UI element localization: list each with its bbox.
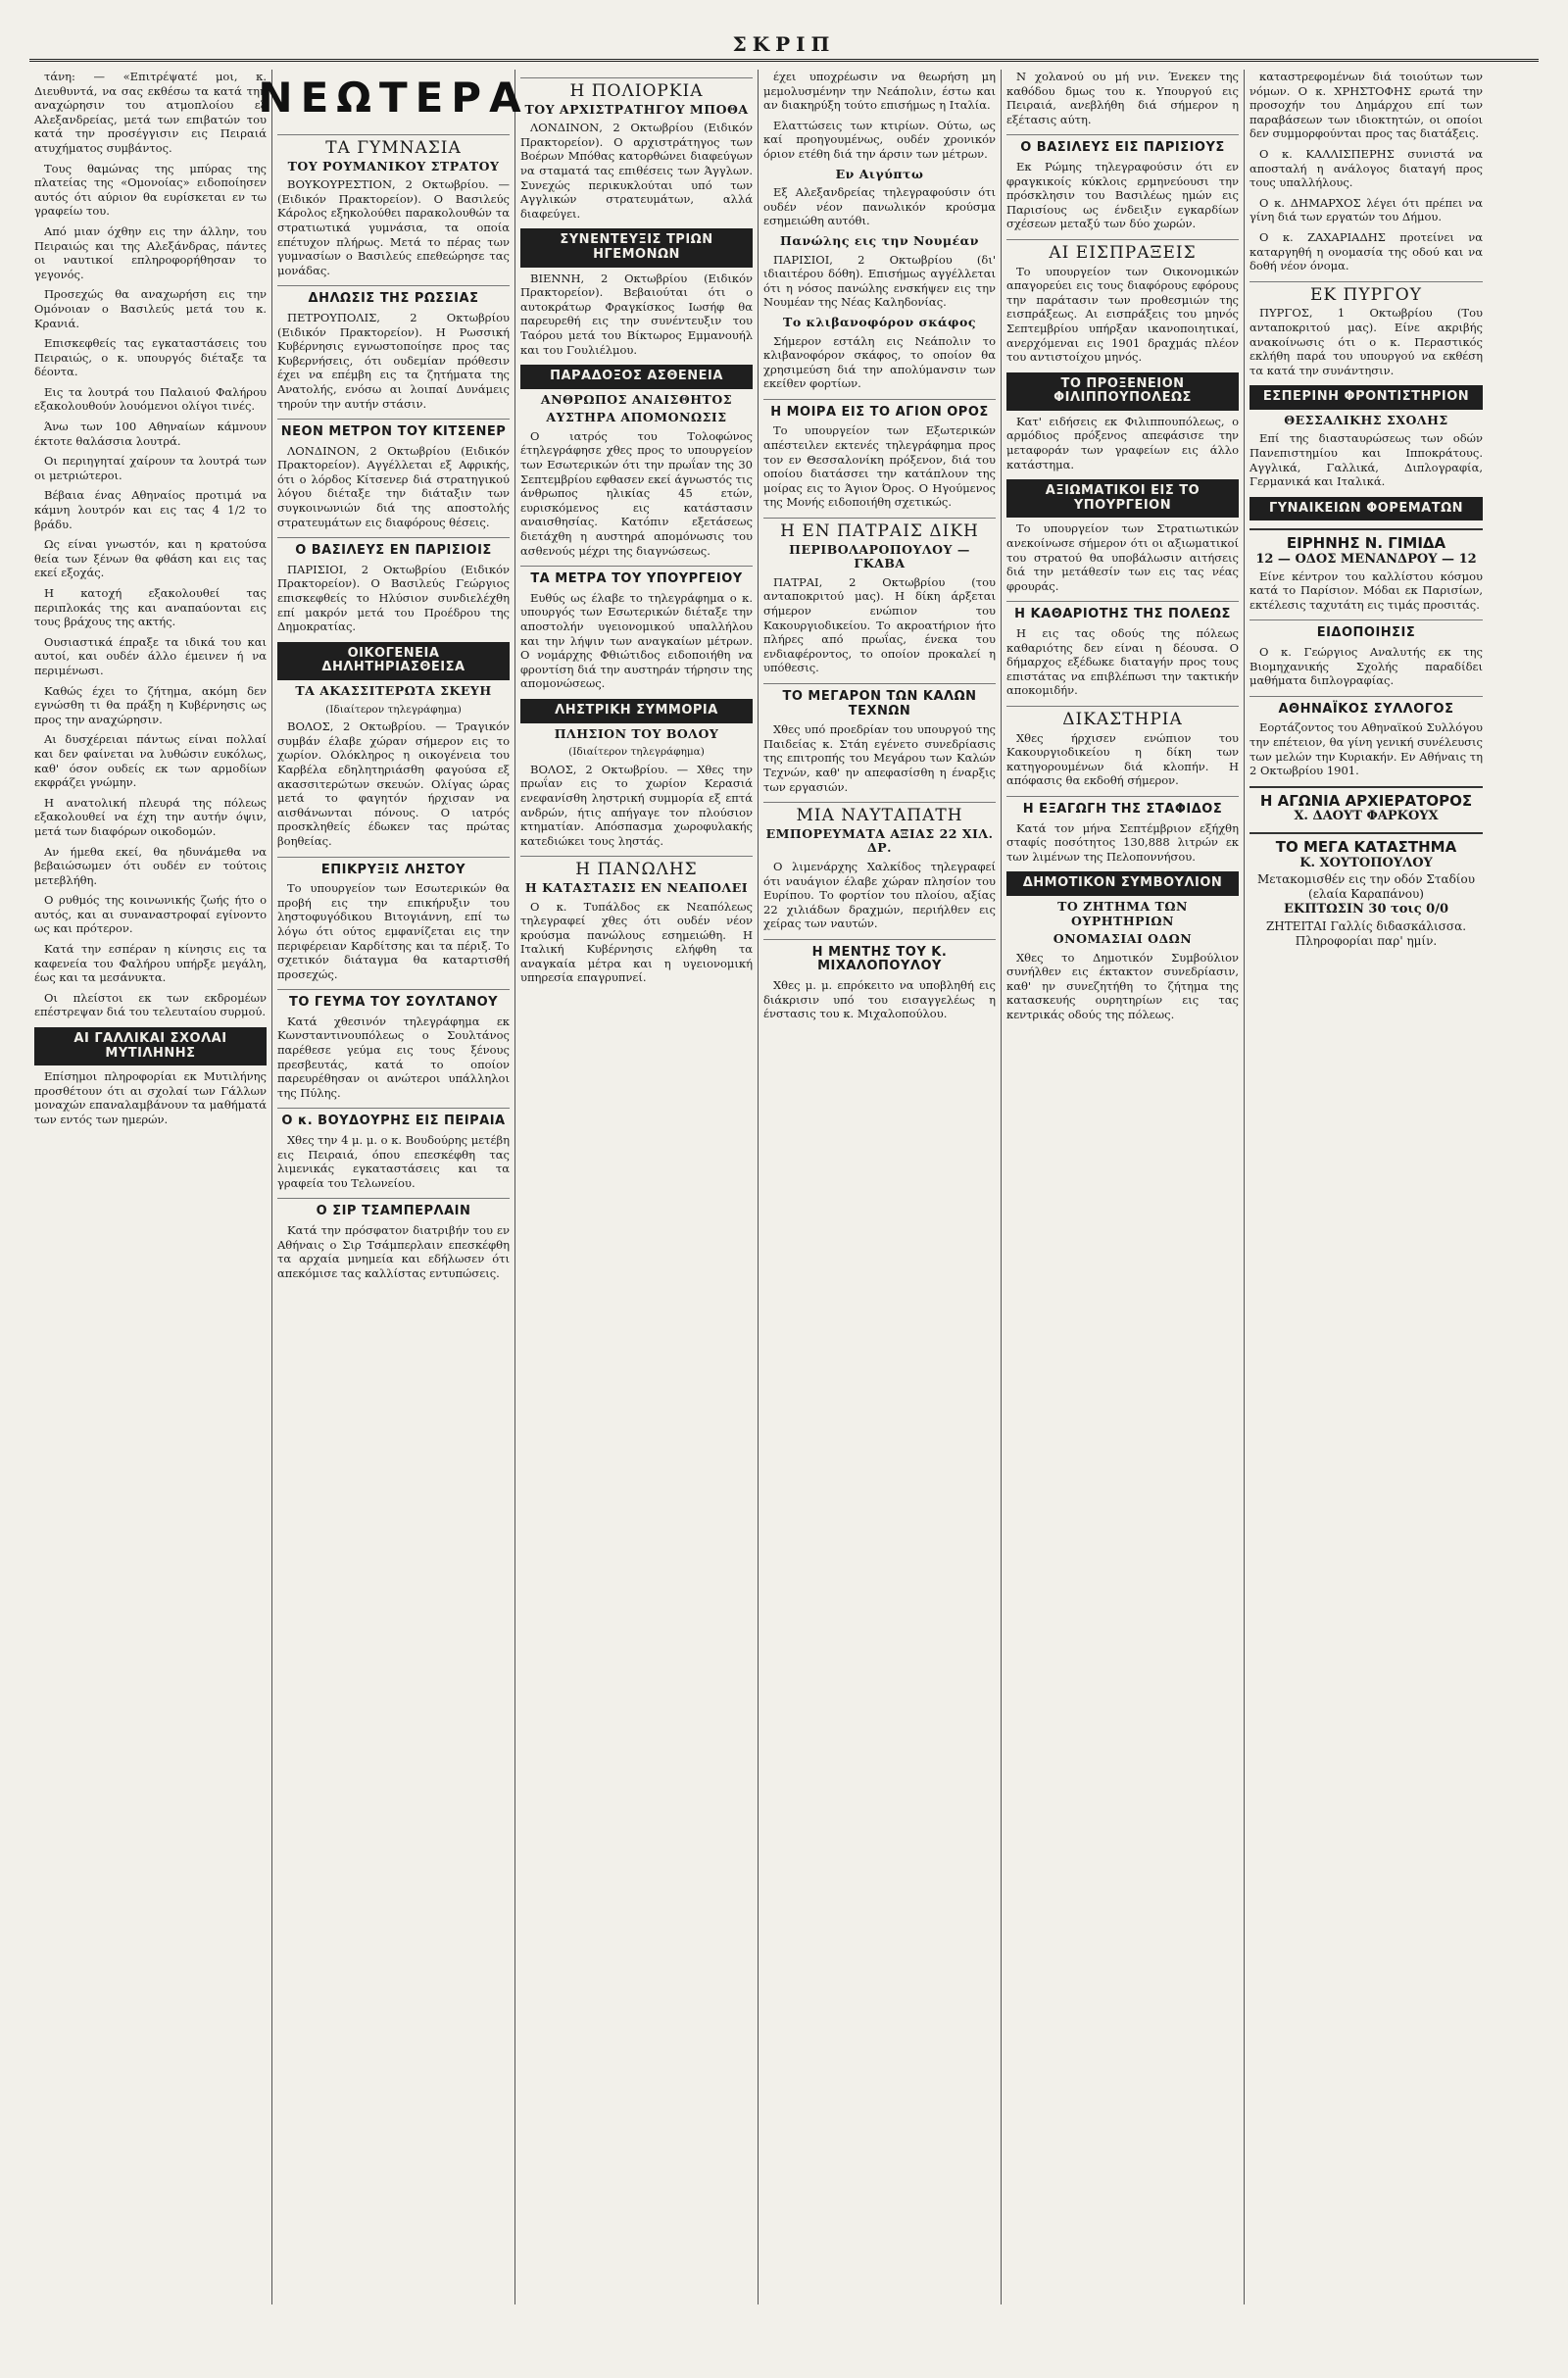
article-headline: ΠΑΡΑΔΟΞΟΣ ΑΣΘΕΝΕΙΑ bbox=[520, 365, 753, 389]
masthead bbox=[29, 29, 1539, 62]
advertisement-line-bold: Χ. ΔΑΟΥΤ ΦΑΡΚΟΥΧ bbox=[1294, 809, 1439, 824]
article-subheadline: ΕΜΠΟΡΕΥΜΑΤΑ ΑΞΙΑΣ 22 ΧΙΛ. ΔΡ. bbox=[765, 825, 994, 856]
article-paragraph: Κατά χθεσινόν τηλεγράφημα εκ Κωνσταντινουπόλεως ο Σουλτάνος παρέθεσε γεύμα εις τους ξένους πρεσβευτάς, κατά το οποίον παρευρέθησαν οι ανώτεροι υπάλληλοι της Πύλης. bbox=[277, 1014, 510, 1100]
article-subheadline: ΘΕΣΣΑΛΙΚΗΣ ΣΧΟΛΗΣ bbox=[1284, 412, 1448, 427]
article-paragraph: Ελαττώσεις των κτιρίων. Ούτω, ως καί προηγουμένως, ουδέν χρονικόν όριον ετέθη διά την άρσιν των μέτρων. bbox=[763, 118, 996, 161]
article-headline: Ο κ. ΒΟΥΔΟΥΡΗΣ ΕΙΣ ΠΕΙΡΑΙΑ bbox=[277, 1108, 510, 1129]
article-paragraph: Αν ήμεθα εκεί, θα ηδυνάμεθα να βεβαιώσωμεν ότι ουδέν εν τούτοις μετεβλήθη. bbox=[34, 844, 267, 887]
article-headline: Η ΠΑΝΩΛΗΣ bbox=[520, 856, 753, 877]
article-paragraph: ΠΑΡΙΣΙΟΙ, 2 Οκτωβρίου (Ειδικόν Πρακτορείον). Ο Βασιλεύς Γεώργιος επισκεφθείς το Ηλύσιον συνδιελέχθη επί μακρόν μετά του Προέδρου της Δημοκρατίας. bbox=[277, 562, 510, 634]
article-paragraph: Η ανατολική πλευρά της πόλεως εξακολουθεί να έχη την αυτήν όψιν, μετά των διαφόρων οικοδομών. bbox=[34, 795, 267, 838]
article-paragraph: καταστρεφομένων διά τοιούτων των νόμων. Ο κ. ΧΡΗΣΤΟΦΗΣ ερωτά την προσοχήν του Δημάρχου επί των παραβάσεων των ιδιοκτητών, οι οποίοι δεν συμμορφούνται προς τας διατάξεις. bbox=[1250, 70, 1483, 141]
article-headline: ΔΗΜΟΤΙΚΟΝ ΣΥΜΒΟΥΛΙΟΝ bbox=[1006, 871, 1239, 896]
article-paragraph: Εις τα λουτρά του Παλαιού Φαλήρου εξακολουθούν λουόμενοι ολίγοι τινές. bbox=[34, 384, 267, 414]
article-headline: ΣΥΝΕΝΤΕΥΞΙΣ ΤΡΙΩΝ ΗΓΕΜΟΝΩΝ bbox=[520, 228, 753, 267]
article-paragraph: ΠΑΤΡΑΙ, 2 Οκτωβρίου (του ανταποκριτού μας). Η δίκη άρξεται σήμερον ενώπιον του Κακουργιοδικείου. Το ακροατήριον ήτο πλήρες από πρωΐας, ένεκα του ενδιαφέροντος, το οποίον προκαλεί η υπόθεσις. bbox=[763, 574, 996, 675]
article-subheadline: ΤΑ ΑΚΑΣΣΙΤΕΡΩΤΑ ΣΚΕΥΗ bbox=[295, 683, 492, 698]
article-paragraph: Οι πλείστοι εκ των εκδρομέων επέστρεψαν διά του τελευταίου συρμού. bbox=[34, 990, 267, 1019]
article-subheadline: Η ΚΑΤΑΣΤΑΣΙΣ ΕΝ ΝΕΑΠΟΛΕΙ bbox=[524, 879, 749, 895]
article-headline: Ο ΒΑΣΙΛΕΥΣ ΕΝ ΠΑΡΙΣΙΟΙΣ bbox=[277, 537, 510, 559]
article-paragraph: Ν χολανού ου μή νιν. Ένεκεν της καθόδου δμως του κ. Υπουργού εις Πειραιά, ανεβλήθη διά σήμερον η εξέτασις αύτη. bbox=[1006, 70, 1239, 126]
article-paragraph: Καθώς έχει το ζήτημα, ακόμη δεν εγνώσθη τι θα πράξη η Κυβέρνησις ως προς την αναχώρησιν. bbox=[34, 683, 267, 726]
advertisement-title: ΕΙΡΗΝΗΣ Ν. ΓΙΜΙΔΑ bbox=[1250, 528, 1483, 551]
article-paragraph: Χθες υπό προεδρίαν του υπουργού της Παιδείας κ. Στάη εγένετο συνεδρίασις της επιτροπής του Μεγάρου των Καλών Τεχνών, καθ' ην απεφασίσθη η έναρξις των εργασιών. bbox=[763, 722, 996, 794]
article-paragraph: Εξ Αλεξανδρείας τηλεγραφούσιν ότι ουδέν νέον πανωλικόν κρούσμα εσημειώθη αυτόθι. bbox=[763, 185, 996, 228]
article-headline: ΤΟ ΜΕΓΑΡΟΝ ΤΩΝ ΚΑΛΩΝ ΤΕΧΝΩΝ bbox=[763, 683, 996, 718]
article-paragraph: Άνω των 100 Αθηναίων κάμνουν έκτοτε θαλάσσια λουτρά. bbox=[34, 420, 267, 448]
article-subheadline: Εν Αιγύπτω bbox=[835, 166, 924, 181]
article-paragraph: ΛΟΝΔΙΝΟΝ, 2 Οκτωβρίου (Ειδικόν Πρακτορείον). Ο αρχιστράτηγος των Βοέρων Μπόθας κατορθώνει διαφεύγων να σταματά τας επιθέσεις των Άγγλων. Συνεχώς περικυκλούται υπό των Αγγλικών στρατευμάτων, αλλά διαφεύγει. bbox=[520, 121, 753, 221]
article-paragraph: Ουσιαστικά έπραξε τα ιδικά του και αυτοί, και ουδέν άλλο έμεινεν ή να περιμένωσι. bbox=[34, 634, 267, 677]
column-1 bbox=[29, 70, 272, 2304]
article-paragraph: Ο κ. ΖΑΧΑΡΙΑΔΗΣ προτείνει να καταργηθή η ονομασία της οδού και να δοθή νέον όνομα. bbox=[1250, 229, 1483, 273]
column-2 bbox=[258, 70, 529, 2304]
column-5 bbox=[1002, 70, 1245, 2304]
article-paragraph: ΒΟΥΚΟΥΡΕΣΤΙΟΝ, 2 Οκτωβρίου. — (Ειδικόν Πρακτορείον). Ο Βασιλεύς Κάρολος εξηκολούθει παρακολουθών τα στρατιωτικά γυμνάσια, τα οποία επέτυχον πλήρως. Μετά το πέρας των γυμνασίων ο Βασιλεύς επεθεώρησε τας μονάδας. bbox=[277, 177, 510, 277]
article-subheadline: ΟΝΟΜΑΣΙΑΙ ΟΔΩΝ bbox=[1053, 931, 1193, 947]
article-headline: ΑΘΗΝΑΪΚΟΣ ΣΥΛΛΟΓΟΣ bbox=[1250, 696, 1483, 718]
article-headline: Η ΕΞΑΓΩΓΗ ΤΗΣ ΣΤΑΦΙΔΟΣ bbox=[1006, 796, 1239, 817]
article-headline: Η ΕΝ ΠΑΤΡΑΙΣ ΔΙΚΗ bbox=[763, 518, 996, 539]
article-paragraph: Τους θαμώνας της μπύρας της πλατείας της «Ομονοίας» ειδοποίησεν αυτός ότι αύριον θα ευρίσκεται εν τω γραφείω του. bbox=[34, 161, 267, 219]
article-headline: Η ΚΑΘΑΡΙΟΤΗΣ ΤΗΣ ΠΟΛΕΩΣ bbox=[1006, 601, 1239, 622]
column-4 bbox=[759, 70, 1002, 2304]
article-headline: Ο ΣΙΡ ΤΣΑΜΠΕΡΛΑΙΝ bbox=[277, 1198, 510, 1219]
article-headline: ΝΕΟΝ ΜΕΤΡΟΝ ΤΟΥ ΚΙΤΣΕΝΕΡ bbox=[277, 419, 510, 440]
article-paragraph: Το υπουργείον των Στρατιωτικών ανεκοίνωσε σήμερον ότι οι αξιωματικοί του στρατού θα υποβάλωσιν αιτήσεις διά την μετάθεσίν των εις τας νέας φρουράς. bbox=[1006, 521, 1239, 593]
masthead-title: ΣΚΡΙΠ bbox=[732, 32, 836, 56]
article-paragraph: Χθες το Δημοτικόν Συμβούλιον συνήλθεν εις έκτακτον συνεδρίασιν, καθ' ην συνεζητήθη το ζήτημα της κατασκευής ουρητηρίων εις τας κεντρικάς οδούς της πόλεως. bbox=[1006, 950, 1239, 1022]
article-paragraph: ΒΟΛΟΣ, 2 Οκτωβρίου. — Χθες την πρωΐαν εις το χωρίον Κερασιά ενεφανίσθη ληστρική συμμορία εξ επτά ανδρών, ήτις απήγαγε τον πλούσιον κτηματίαν. Απόσπασμα χωροφυλακής κατεδιώκει τους ληστάς. bbox=[520, 762, 753, 848]
article-paragraph: Κατά τον μήνα Σεπτέμβριον εξήχθη σταφίς ποσότητος 130,888 λιτρών εκ των λιμένων της Πελοποννήσου. bbox=[1006, 820, 1239, 864]
columns bbox=[29, 70, 1539, 2304]
article-headline: ΕΣΠΕΡΙΝΗ ΦΡΟΝΤΙΣΤΗΡΙΟΝ bbox=[1250, 385, 1483, 410]
newspaper-page bbox=[29, 29, 1539, 2313]
column-3 bbox=[515, 70, 759, 2304]
article-headline: ΑΙ ΓΑΛΛΙΚΑΙ ΣΧΟΛΑΙ ΜΥΤΙΛΗΝΗΣ bbox=[34, 1027, 267, 1065]
article-subheadline: ΤΟΥ ΑΡΧΙΣΤΡΑΤΗΓΟΥ ΜΠΟΘΑ bbox=[524, 101, 749, 117]
article-headline: ΜΙΑ ΝΑΥΤΑΠΑΤΗ bbox=[763, 802, 996, 823]
article-paragraph: έχει υποχρέωσιν να θεωρήση μη μεμολυσμένην την Νεάπολιν, έστω και αν διακηρύξη τούτο επισήμως η Ιταλία. bbox=[763, 70, 996, 113]
article-paragraph: Ο κ. Γεώργιος Αναλυτής εκ της Βιομηχανικής Σχολής παραδίδει μαθήματα διπλογραφίας. bbox=[1250, 645, 1483, 688]
article-subheadline: Το κλιβανοφόρον σκάφος bbox=[783, 314, 976, 329]
article-byline: (Ιδιαίτερον τηλεγράφημα) bbox=[568, 746, 705, 759]
advertisement-line-bold: Κ. ΧΟΥΤΟΠΟΥΛΟΥ bbox=[1299, 855, 1433, 870]
article-subheadline: ΤΟΥ ΡΟΥΜΑΝΙΚΟΥ ΣΤΡΑΤΟΥ bbox=[287, 158, 500, 173]
advertisement-line-bold: ΕΚΠΤΩΣΙΝ 30 τοις 0/0 bbox=[1283, 902, 1449, 917]
article-headline: ΤΟ ΓΕΥΜΑ ΤΟΥ ΣΟΥΛΤΑΝΟΥ bbox=[277, 989, 510, 1011]
article-paragraph: Ο ρυθμός της κοινωνικής ζωής ήτο ο αυτός, και αι συναναστροφαί εγίνοντο ως και πρότερον. bbox=[34, 893, 267, 936]
article-headline: ΛΗΣΤΡΙΚΗ ΣΥΜΜΟΡΙΑ bbox=[520, 699, 753, 723]
article-paragraph: Αι δυσχέρειαι πάντως είναι πολλαί και δεν φαίνεται να λυθώσιν ευκόλως, καθ' όσον ουδείς εκ των αρμοδίων εκφράζει γνώμην. bbox=[34, 732, 267, 790]
article-paragraph: Είνε κέντρον του καλλίστου κόσμου κατά το Παρίσιον. Μόδαι εκ Παρισίων, εκτέλεσις ταχυτάτη εις τιμάς προσιτάς. bbox=[1250, 569, 1483, 612]
article-paragraph: Επίσημοι πληροφορίαι εκ Μυτιλήνης προσθέτουν ότι αι σχολαί των Γάλλων μοναχών επαναλαμβάνουν τα μαθήματά των εντός των ημερών. bbox=[34, 1069, 267, 1126]
article-paragraph: ΒΟΛΟΣ, 2 Οκτωβρίου. — Τραγικόν συμβάν έλαβε χώραν σήμερον εις το χωρίον. Ολόκληρος η οικογένεια του Καρβέλα εδηλητηριάσθη φαγούσα εξ ακασσιτερώτων σκευών. Ολίγας ώρας μετά το φαγητόν ήρχισαν να αισθάνωνται πόνους. Ο ιατρός προσκληθείς έδωκεν τας πρώτας βοηθείας. bbox=[277, 719, 510, 848]
article-headline: ΔΗΛΩΣΙΣ ΤΗΣ ΡΩΣΣΙΑΣ bbox=[277, 285, 510, 307]
advertisement-title: Η ΑΓΩΝΙΑ ΑΡΧΙΕΡΑΤΟΡΟΣ bbox=[1250, 786, 1483, 809]
article-headline: ΑΞΙΩΜΑΤΙΚΟΙ ΕΙΣ ΤΟ ΥΠΟΥΡΓΕΙΟΝ bbox=[1006, 479, 1239, 518]
article-headline: ΤΑ ΓΥΜΝΑΣΙΑ bbox=[277, 134, 510, 156]
article-paragraph: Ο κ. ΚΑΛΛΙΣΠΕΡΗΣ συνιστά να αποσταλή η ανάλογος διαταγή προς τους υπαλλήλους. bbox=[1250, 146, 1483, 190]
article-paragraph: ΠΑΡΙΣΙΟΙ, 2 Οκτωβρίου (δι' ιδιαιτέρου δόθη). Επισήμως αγγέλλεται ότι η νόσος πανώλης ενσκήψεν εις την Νουμέαν της Νέας Καληδονίας. bbox=[763, 252, 996, 310]
article-paragraph: Ο κ. ΔΗΜΑΡΧΟΣ λέγει ότι πρέπει να γίνη διά των εργατών του Δήμου. bbox=[1250, 195, 1483, 224]
article-headline: ΓΥΝΑΙΚΕΙΩΝ ΦΟΡΕΜΑΤΩΝ bbox=[1250, 497, 1483, 521]
article-headline: ΕΙΔΟΠΟΙΗΣΙΣ bbox=[1250, 619, 1483, 641]
article-paragraph: Χθες μ. μ. επρόκειτο να υποβληθή εις διάκρισιν υπό του εισαγγελέως η ένστασις του κ. Μιχαλοπούλου. bbox=[763, 978, 996, 1021]
article-byline: (Ιδιαίτερον τηλεγράφημα) bbox=[325, 703, 462, 716]
article-headline: ΤΑ ΜΕΤΡΑ ΤΟΥ ΥΠΟΥΡΓΕΙΟΥ bbox=[520, 566, 753, 587]
article-paragraph: Οι περιηγηταί χαίρουν τα λουτρά των οι μετριώτεροι. bbox=[34, 454, 267, 482]
article-paragraph: Επί της διασταυρώσεως των οδών Πανεπιστημίου και Ιπποκράτους. Αγγλικά, Γαλλικά, Διπλογραφία, Γερμανικά και Ιταλικά. bbox=[1250, 431, 1483, 489]
advertisement-line: Μετακομισθέν εις την οδόν Σταδίου (ελαία Καραπάνου) bbox=[1256, 872, 1476, 901]
article-paragraph: Ο ιατρός του Τολοφώνος έτηλεγράφησε χθες προς το υπουργείον των Εσωτερικών ότι την πρωΐαν της 30 Σεπτεμβρίου εφθασεν εκεί άγνωστός τις άνθρωπος ηλικίας 45 ετών, ευρισκόμενος εις κατάστασιν αναισθησίας. Κατόπιν εξετάσεως διετάχθη η αυστηρά απομόνωσις του ασθενούς μέχρι της διαγνώσεως. bbox=[520, 428, 753, 558]
article-paragraph: Ο κ. Τυπάλδος εκ Νεαπόλεως τηλεγραφεί χθες ότι ουδέν νέον κρούσμα πανώλους εσημειώθη. Η Ιταλική Κυβέρνησις ελήφθη τα αναγκαία μέτρα και η υγειονομική υπηρεσία επαγρυπνεί. bbox=[520, 899, 753, 985]
article-paragraph: ΠΕΤΡΟΥΠΟΛΙΣ, 2 Οκτωβρίου (Ειδικόν Πρακτορείον). Η Ρωσσική Κυβέρνησις εγνωστοποίησε προς τας Κυβερνήσεις, ότι ουδεμίαν πρόθεσιν έχει να επέμβη εις τα ζητήματα της Ανατολής, ενόσω αι λοιπαί Δυνάμεις τηρούν την αυτήν στάσιν. bbox=[277, 310, 510, 411]
article-paragraph: Προσεχώς θα αναχωρήση εις την Ομόνοιαν ο Βασιλεύς μετά του κ. Κρανιά. bbox=[34, 287, 267, 330]
article-headline: ΟΙΚΟΓΕΝΕΙΑ ΔΗΛΗΤΗΡΙΑΣΘΕΙΣΑ bbox=[277, 642, 510, 680]
article-paragraph: Επισκεφθείς τας εγκαταστάσεις του Πειραιώς, ο κ. υπουργός διέταξε τα δέοντα. bbox=[34, 336, 267, 379]
article-paragraph: Κατά την εσπέραν η κίνησις εις τα καφενεία του Φαλήρου υπήρξε μεγάλη, έως και τα μεσάνυκτα. bbox=[34, 942, 267, 985]
article-paragraph: Από μιαν όχθην εις την άλλην, του Πειραιώς και της Αλεξάνδρας, πάντες οι ναυτικοί επληροφορήθησαν το γεγονός. bbox=[34, 223, 267, 281]
advertisement-line-bold: 12 — ΟΔΟΣ ΜΕΝΑΝΔΡΟΥ — 12 bbox=[1255, 552, 1477, 568]
article-paragraph: Βέβαια ένας Αθηναίος προτιμά να κάμνη λουτρόν και εις τας 4 1/2 το βράδυ. bbox=[34, 488, 267, 531]
article-headline: Η ΠΟΛΙΟΡΚΙΑ bbox=[520, 77, 753, 99]
article-paragraph: Χθες την 4 μ. μ. ο κ. Βουδούρης μετέβη εις Πειραιά, όπου επεσκέφθη τας λιμενικάς εγκαταστάσεις και τα γραφεία του Τελωνείου. bbox=[277, 1133, 510, 1190]
article-headline: Ο ΒΑΣΙΛΕΥΣ ΕΙΣ ΠΑΡΙΣΙΟΥΣ bbox=[1006, 134, 1239, 156]
article-subheadline: ΠΕΡΙΒΟΛΑΡΟΠΟΥΛΟΥ — ΓΚΑΒΑ bbox=[789, 541, 970, 571]
article-paragraph: Το υπουργείον των Εξωτερικών απέστειλεν εκτενές τηλεγράφημα προς τον εν Θεσσαλονίκη πρόξενον, διά του οποίου διατάσσει την κατάπλουν της μοίρας εις το Άγιον Όρος. Ο Ηγούμενος της Μονής ειδοποιήθη σχετικώς. bbox=[763, 423, 996, 510]
article-paragraph: ΠΥΡΓΟΣ, 1 Οκτωβρίου (Του ανταποκριτού μας). Είνε ακριβής ανακοίνωσις ότι ο κ. Περαστικός εκλήθη παρά του υπουργού να εκθέση τα κατά την συνάντησιν. bbox=[1250, 306, 1483, 377]
article-subheadline: Πανώλης εις την Νουμέαν bbox=[780, 232, 979, 248]
article-headline: ΕΠΙΚΡΥΞΙΣ ΛΗΣΤΟΥ bbox=[277, 857, 510, 878]
article-paragraph: Χθες ήρχισεν ενώπιον του Κακουργιοδικείου η δίκη των κατηγορουμένων διά κλοπήν. Η απόφασις θα εκδοθή σήμερον. bbox=[1006, 730, 1239, 788]
article-paragraph: ΛΟΝΔΙΝΟΝ, 2 Οκτωβρίου (Ειδικόν Πρακτορείον). Αγγέλλεται εξ Αφρικής, ότι ο λόρδος Κίτσενερ διά στρατηγικού λόγου διέταξε την διάταξιν των συγκοινωνιών διά της αποστολής στρατευμάτων εις διαφόρους θέσεις. bbox=[277, 443, 510, 529]
advertisement-line: ΖΗΤΕΙΤΑΙ Γαλλίς διδασκάλισσα. Πληροφορίαι παρ' ημίν. bbox=[1265, 918, 1467, 948]
article-paragraph: Ο λιμενάρχης Χαλκίδος τηλεγραφεί ότι ναυάγιον έλαβε χώραν πλησίον του Ευρίπου. Το φορτίον του πλοίου, αξίας 22 χιλιάδων δραχμών, περιήλθεν εις χείρας των ναυτών. bbox=[763, 859, 996, 931]
article-paragraph: Σήμερον εστάλη εις Νεάπολιν το κλιβανοφόρον σκάφος, το οποίον θα χρησιμεύση διά την απολύμανσιν των εκείθεν φορτίων. bbox=[763, 333, 996, 391]
advertisement-title: ΤΟ ΜΕΓΑ ΚΑΤΑΣΤΗΜΑ bbox=[1250, 832, 1483, 855]
article-paragraph: Κατ' ειδήσεις εκ Φιλιππουπόλεως, ο αρμόδιος πρόξενος απεφάσισε την μεταφοράν των γραφείων εις άλλο κατάστημα. bbox=[1006, 414, 1239, 471]
article-paragraph: Το υπουργείον των Οικονομικών απαγορεύει εις τους διαφόρους εφόρους την παράτασιν των προθεσμιών της εισπράξεως. Αι εισπράξεις του μηνός Σεπτεμβρίου υπήρξαν ικανοποιητικαί, ανερχόμεναι εις 1901 δραχμάς πλέον του αντιστοίχου μηνός. bbox=[1006, 264, 1239, 365]
article-subheadline: ΤΟ ΖΗΤΗΜΑ ΤΩΝ ΟΥΡΗΤΗΡΙΩΝ bbox=[1057, 898, 1188, 928]
article-subheadline: ΑΝΘΡΩΠΟΣ ΑΝΑΙΣΘΗΤΟΣ bbox=[540, 391, 733, 407]
article-subheadline: ΑΥΣΤΗΡΑ ΑΠΟΜΟΝΩΣΙΣ bbox=[546, 410, 727, 425]
article-headline: Η ΜΕΝΤΗΣ ΤΟΥ Κ. ΜΙΧΑΛΟΠΟΥΛΟΥ bbox=[763, 939, 996, 974]
article-paragraph: Η κατοχή εξακολουθεί τας περιπλοκάς της και αναπαύονται εις τους βράχους της ακτής. bbox=[34, 586, 267, 629]
neotera-title: ΝΕΩΤΕΡΑ bbox=[258, 73, 529, 122]
article-headline: ΑΙ ΕΙΣΠΡΑΞΕΙΣ bbox=[1006, 239, 1239, 261]
article-subheadline: ΠΛΗΣΙΟΝ ΤΟΥ ΒΟΛΟΥ bbox=[554, 725, 719, 741]
article-headline: ΔΙΚΑΣΤΗΡΙΑ bbox=[1006, 706, 1239, 727]
article-paragraph: τάνη: — «Επιτρέψατέ μοι, κ. Διευθυντά, να σας εκθέσω τα κατά την αναχώρησιν του ατμοπλοίου εξ Αλεξανδρείας, μετά των επιβατών του κατά την προσέγγισιν εις Πειραιά ατυχήματος συμβάντος. bbox=[34, 70, 267, 155]
article-paragraph: Εορτάζοντος του Αθηναϊκού Συλλόγου την επέτειον, θα γίνη γενική συνέλευσις των μελών την Κυριακήν. Εν Αθήναις τη 2 Οκτωβρίου 1901. bbox=[1250, 720, 1483, 778]
section-banner-neotera bbox=[258, 70, 529, 126]
article-paragraph: Το υπουργείον των Εσωτερικών θα προβή εις την επικήρυξιν του ληστοφυγόδικου Βιτογιάννη, επί τω λόγω ότι ούτος εμφανίζεται εις την περιφέρειαν Καρδίτσης και τα πέριξ. Το σχετικόν διάταγμα θα καταρτισθή προσεχώς. bbox=[277, 881, 510, 981]
article-paragraph: ΒΙΕΝΝΗ, 2 Οκτωβρίου (Ειδικόν Πρακτορείον). Βεβαιούται ότι ο αυτοκράτωρ Φραγκίσκος Ιωσήφ θα παρευρεθή εις την συνέντευξιν του Ταόρου μετά του Βίκτωρος Εμμανουήλ και του Γουλιέλμου. bbox=[520, 271, 753, 357]
article-paragraph: Κατά την πρόσφατον διατριβήν του εν Αθήναις ο Σιρ Τσάμπερλαιν επεσκέφθη τα αρχαία μνημεία και εδήλωσεν ότι απεκόμισε τας καλλίστας εντυπώσεις. bbox=[277, 1223, 510, 1280]
article-headline: Η ΜΟΙΡΑ ΕΙΣ ΤΟ ΑΓΙΟΝ ΟΡΟΣ bbox=[763, 399, 996, 421]
article-headline: ΤΟ ΠΡΟΞΕΝΕΙΟΝ ΦΙΛΙΠΠΟΥΠΟΛΕΩΣ bbox=[1006, 372, 1239, 411]
article-paragraph: Ως είναι γνωστόν, και η κρατούσα θεία των ξένων θα φθάση και εις τας εκεί εξοχάς. bbox=[34, 537, 267, 580]
article-headline: ΕΚ ΠΥΡΓΟΥ bbox=[1250, 281, 1483, 303]
article-paragraph: Η εις τας οδούς της πόλεως καθαριότης δεν είναι η δέουσα. Ο δήμαρχος εξέδωκε διαταγήν προς τους επιστάτας να επιβλέπωσι την τακτικήν αποκομιδήν. bbox=[1006, 626, 1239, 698]
article-paragraph: Εκ Ρώμης τηλεγραφούσιν ότι εν φραγκικοίς κύκλοις ερμηνεύουσι την πρόσκλησιν του Βασιλέως ημών εις Παρισίους ως ένδειξιν εγκαρδίων σχέσεων μεταξύ των δύο χωρών. bbox=[1006, 159, 1239, 231]
article-paragraph: Ευθύς ως έλαβε το τηλεγράφημα ο κ. υπουργός των Εσωτερικών διέταξε την αποστολήν υγειονομικού υπαλλήλου και την λήψιν των αναγκαίων μέτρων. Ο νομάρχης Φθιώτιδος ειδοποιήθη να φροντίση διά την αυστηράν τήρησιν της απομονώσεως. bbox=[520, 590, 753, 691]
column-6 bbox=[1245, 70, 1488, 2304]
